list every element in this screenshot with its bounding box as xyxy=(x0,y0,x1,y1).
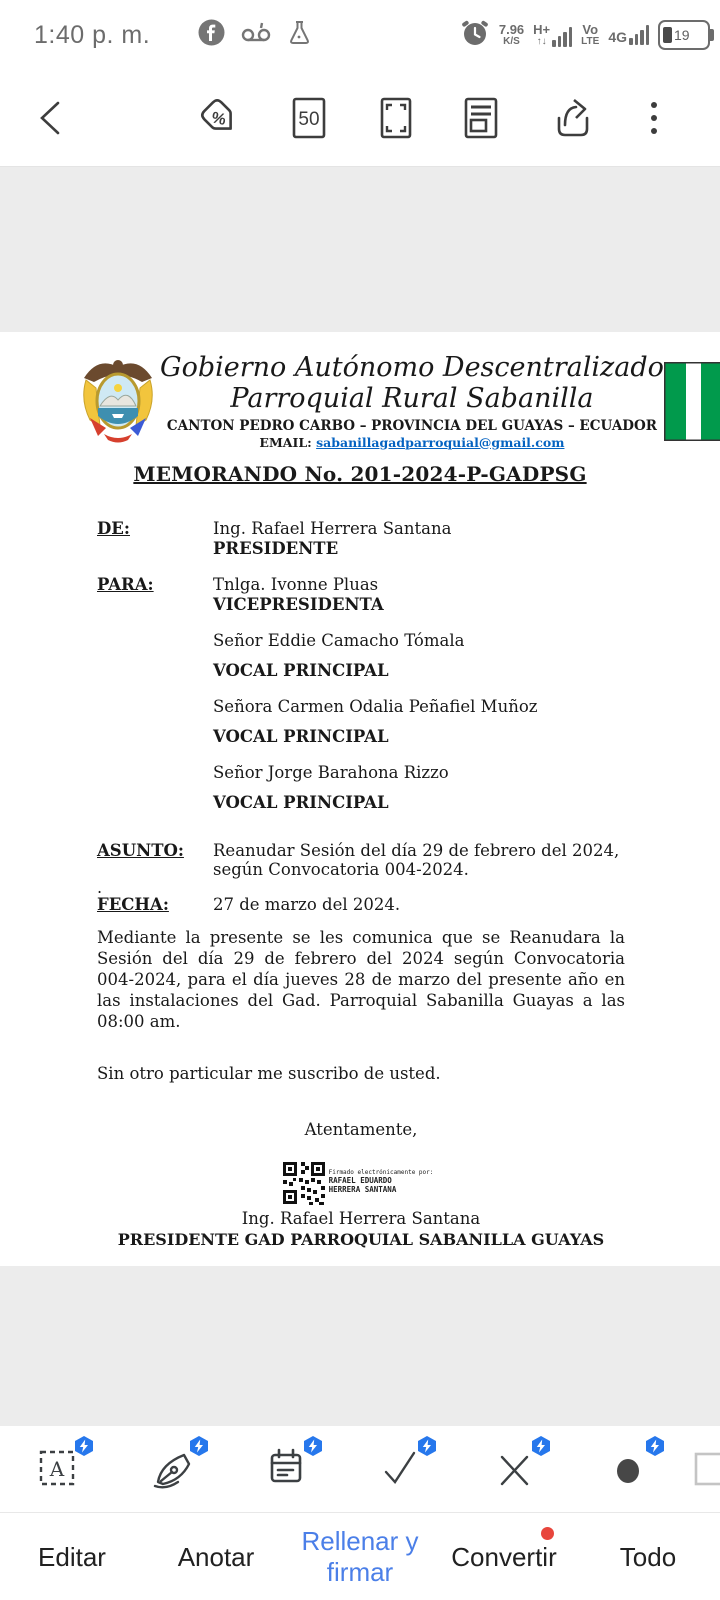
recipient-name: Señor Jorge Barahona Rizzo xyxy=(213,762,449,782)
para-row xyxy=(97,575,625,614)
alarm-icon xyxy=(460,18,490,53)
stamp-line1: Firmado electrónicamente por: xyxy=(328,1168,434,1176)
org-location: CANTON PEDRO CARBO – PROVINCIA DEL GUAYAS – ECUADOR xyxy=(166,417,657,434)
email-label: EMAIL: xyxy=(259,434,312,450)
fecha-label: FECHA: xyxy=(97,894,169,914)
de-role: PRESIDENTE xyxy=(213,538,339,558)
text-tool-glyph: A xyxy=(49,1457,65,1481)
nav-tab-convertir[interactable]: Convertir xyxy=(432,1513,576,1600)
checkmark-icon[interactable] xyxy=(376,1444,424,1492)
recipient-role: VICEPRESIDENTA xyxy=(213,594,384,614)
page-number-label: 50 xyxy=(298,109,320,130)
network-speed: 7.96 K/S xyxy=(498,22,525,47)
asunto-label: ASUNTO: xyxy=(97,840,184,860)
nav-tab-anotar[interactable]: Anotar xyxy=(177,1541,255,1572)
asunto-text: Reanudar Sesión del día 29 de febrero del 2024, según Convocatoria 004-2024. xyxy=(213,840,620,879)
recipient-block xyxy=(213,631,625,680)
text-field-icon[interactable] xyxy=(33,1444,81,1492)
premium-badge-icon xyxy=(302,1435,324,1457)
notification-dot xyxy=(541,1527,554,1540)
fill-sign-tool-row xyxy=(0,1426,720,1512)
flask-icon xyxy=(287,19,312,51)
premium-badge-icon xyxy=(530,1435,552,1457)
bottom-nav-bar xyxy=(0,1512,720,1600)
premium-badge-icon xyxy=(73,1435,95,1457)
recipient-block xyxy=(213,763,625,812)
fecha-row xyxy=(97,895,625,914)
battery-fill xyxy=(663,27,672,43)
de-name: Ing. Rafael Herrera Santana xyxy=(213,518,452,538)
parish-flag xyxy=(664,362,720,441)
recipient-name: Tnlga. Ivonne Pluas xyxy=(213,574,379,594)
sim2-signal: 4G xyxy=(608,25,649,45)
stamp-line2: RAFAEL EDUARDO xyxy=(328,1175,392,1185)
premium-badge-icon xyxy=(188,1435,210,1457)
recipient-role: VOCAL PRINCIPAL xyxy=(213,792,389,812)
recipient-name: Señora Carmen Odalia Peñafiel Muñoz xyxy=(213,696,538,716)
cross-icon[interactable] xyxy=(490,1444,538,1492)
volte-indicator: Vo LTE xyxy=(581,22,600,47)
memo-body: Mediante la presente se les comunica que se Reanudara la Sesión del día 29 de febrero del 2024 según Convocatoria 004-2024, para el día jueves 28 de marzo del presente año en las instalaciones del Gad. Parroquial Sabanilla Guayas a las 08:00 am. xyxy=(97,927,625,1031)
signature-block xyxy=(93,1160,621,1206)
de-label: DE: xyxy=(97,518,130,538)
clock-time: 1:40 p. m. xyxy=(34,20,151,49)
document-background[interactable] xyxy=(0,167,720,332)
premium-badge-icon xyxy=(644,1435,666,1457)
org-name-line1: Gobierno Autónomo Descentralizado xyxy=(160,352,664,383)
signature-pen-icon[interactable] xyxy=(148,1444,196,1492)
nav-tab-editar[interactable]: Editar xyxy=(38,1541,106,1572)
org-title-block xyxy=(160,352,664,450)
percent-glyph: % xyxy=(209,109,228,130)
document-header xyxy=(0,332,720,450)
document-background[interactable] xyxy=(0,1266,720,1426)
recipient-role: VOCAL PRINCIPAL xyxy=(213,726,389,746)
voicemail-icon xyxy=(239,19,273,51)
stray-dot: . xyxy=(97,877,103,897)
memo-fields xyxy=(97,519,625,1249)
recipient-name: Señor Eddie Camacho Tómala xyxy=(213,630,465,650)
nav-tab-rellenar-y-firmar[interactable]: Rellenar y firmar xyxy=(301,1526,419,1587)
page-number-icon[interactable] xyxy=(287,96,331,140)
signer-name: Ing. Rafael Herrera Santana xyxy=(241,1208,481,1228)
signature-qr-code xyxy=(281,1160,327,1206)
recipient-role: VOCAL PRINCIPAL xyxy=(213,660,389,680)
top-toolbar xyxy=(0,70,720,167)
shape-icon[interactable] xyxy=(692,1444,720,1492)
org-email-line xyxy=(160,435,664,450)
valediction: Atentamente, xyxy=(304,1119,418,1139)
battery-icon xyxy=(658,20,710,50)
stamp-line3: HERRERA SANTANA xyxy=(328,1184,397,1194)
closing-line: Sin otro particular me suscribo de usted. xyxy=(97,1063,441,1083)
memo-title: MEMORANDO No. 201-2024-P-GADPSG xyxy=(133,461,587,486)
signal-bars-icon xyxy=(629,25,649,45)
notification-icons xyxy=(198,19,312,51)
fit-page-icon[interactable] xyxy=(374,96,418,140)
nav-tab-todo[interactable]: Todo xyxy=(619,1541,677,1572)
para-label: PARA: xyxy=(97,574,154,594)
facebook-icon xyxy=(198,19,225,51)
reader-view-icon[interactable] xyxy=(459,96,503,140)
signal-bars-icon xyxy=(552,27,572,47)
ecuador-coat-of-arms xyxy=(76,348,160,444)
asunto-row xyxy=(97,841,625,879)
discount-tag-icon[interactable] xyxy=(198,96,242,140)
fecha-text: 27 de marzo del 2024. xyxy=(213,894,401,914)
date-field-icon[interactable] xyxy=(262,1444,310,1492)
org-name-line2: Parroquial Rural Sabanilla xyxy=(230,383,594,415)
overflow-menu-icon[interactable] xyxy=(642,96,666,140)
battery-percent: 19 xyxy=(674,27,690,43)
share-icon[interactable] xyxy=(545,96,589,140)
status-bar xyxy=(0,0,720,70)
recipient-block xyxy=(213,697,625,746)
dot-icon[interactable] xyxy=(604,1444,652,1492)
premium-badge-icon xyxy=(416,1435,438,1457)
signature-stamp-text xyxy=(329,1169,434,1206)
de-row xyxy=(97,519,625,558)
system-status-icons xyxy=(460,18,710,53)
sim1-signal: H+ ↑↓ xyxy=(533,23,572,47)
document-page[interactable] xyxy=(0,332,720,1266)
back-icon[interactable] xyxy=(30,96,74,140)
email-link[interactable]: sabanillagadparroquial@gmail.com xyxy=(316,434,565,450)
signer-title: PRESIDENTE GAD PARROQUIAL SABANILLA GUAYAS xyxy=(117,1229,605,1249)
